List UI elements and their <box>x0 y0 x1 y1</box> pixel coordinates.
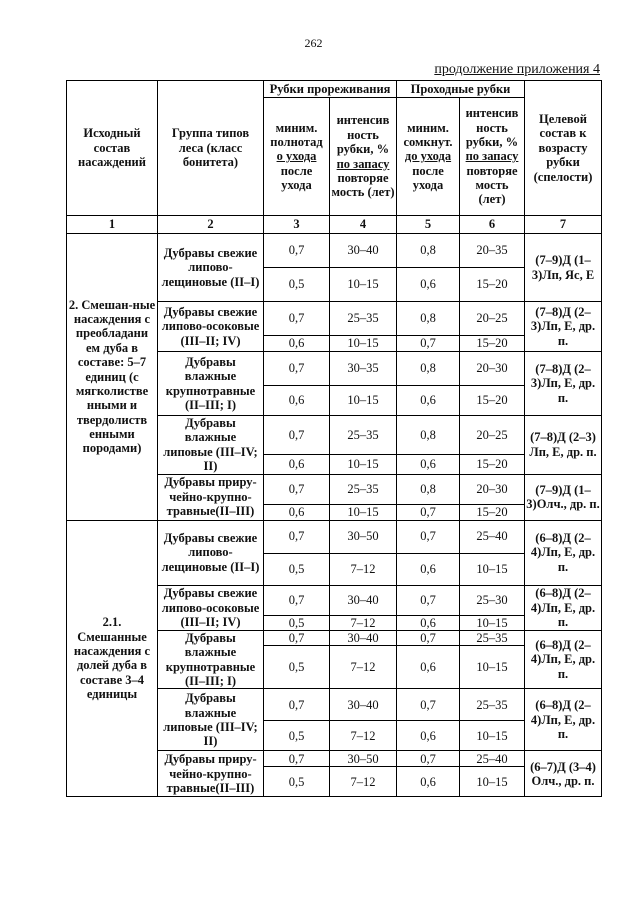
header-group-passage: Проходные рубки <box>397 81 525 98</box>
value-cell: 30–40 <box>330 234 397 268</box>
value-cell: 0,6 <box>397 386 460 416</box>
value-cell: 0,8 <box>397 302 460 336</box>
target-composition-cell: (7–8)Д (2–3)Лп, Е, др. п. <box>525 352 602 416</box>
col-number: 7 <box>525 216 602 234</box>
value-cell: 10–15 <box>460 553 525 585</box>
header-intensity-thinning-l1: интенсив ность рубки, % <box>336 113 390 157</box>
value-cell: 10–15 <box>460 767 525 797</box>
table-body <box>67 234 602 797</box>
value-cell: 0,7 <box>397 689 460 721</box>
page-number: 262 <box>304 36 323 50</box>
value-cell: 0,6 <box>264 454 330 474</box>
value-cell: 25–30 <box>460 585 525 615</box>
value-cell: 0,7 <box>264 585 330 615</box>
value-cell: 0,7 <box>397 504 460 520</box>
forest-type-cell: Дубравы свежие липово-осоковые (III–II; IV) <box>158 302 264 352</box>
header-group-thinning: Рубки прореживания <box>264 81 397 98</box>
header-min-density-l1: миним. полнотад <box>270 120 323 149</box>
value-cell: 20–30 <box>460 474 525 504</box>
value-cell: 0,5 <box>264 553 330 585</box>
forest-type-cell: Дубравы свежие липово-осоковые (III–II; IV) <box>158 585 264 630</box>
forest-type-cell: Дубравы влажные липовые (III–IV; II) <box>158 416 264 475</box>
value-cell: 25–40 <box>460 751 525 767</box>
value-cell: 25–35 <box>330 474 397 504</box>
value-cell: 15–20 <box>460 268 525 302</box>
target-composition-cell: (7–9)Д (1–3)Лп, Яс, Е <box>525 234 602 302</box>
value-cell: 10–15 <box>330 454 397 474</box>
value-cell: 30–50 <box>330 751 397 767</box>
table-row <box>67 234 602 268</box>
value-cell: 0,5 <box>264 615 330 630</box>
col-number: 5 <box>397 216 460 234</box>
value-cell: 0,7 <box>264 689 330 721</box>
value-cell: 0,8 <box>397 352 460 386</box>
value-cell: 0,7 <box>264 416 330 455</box>
value-cell: 0,7 <box>264 302 330 336</box>
value-cell: 0,7 <box>397 520 460 553</box>
value-cell: 0,6 <box>397 553 460 585</box>
value-cell: 10–15 <box>330 386 397 416</box>
value-cell: 0,7 <box>264 751 330 767</box>
value-cell: 10–15 <box>460 646 525 689</box>
header-intensity-thinning-l3: повторяе мость (лет) <box>331 170 395 200</box>
value-cell: 0,7 <box>264 474 330 504</box>
header-intensity-passage-l2: по запасу <box>465 149 519 164</box>
header-min-density-l3: после ухода <box>280 163 313 193</box>
value-cell: 30–35 <box>330 352 397 386</box>
value-cell: 7–12 <box>330 646 397 689</box>
header-intensity-thinning-l2: по запасу <box>336 156 390 171</box>
value-cell: 10–15 <box>330 504 397 520</box>
header-forest-type: Группа типов леса (класс бонитета) <box>158 81 264 216</box>
forest-type-cell: Дубравы влажные липовые (III–IV; II) <box>158 689 264 751</box>
value-cell: 0,6 <box>264 336 330 352</box>
value-cell: 0,5 <box>264 767 330 797</box>
composition-cell: 2.1. Смешанные насаждения с долей дуба в составе 3–4 единицы <box>67 520 158 797</box>
composition-cell: 2. Смешан-ные насаждения с преобладани ем дуба в составе: 5–7 единиц (с мягколистве нными и твердолиств енными породами) <box>67 234 158 521</box>
value-cell: 0,7 <box>397 630 460 645</box>
value-cell: 10–15 <box>330 336 397 352</box>
value-cell: 0,6 <box>264 386 330 416</box>
table-row <box>67 520 602 553</box>
col-number: 6 <box>460 216 525 234</box>
value-cell: 10–15 <box>460 615 525 630</box>
header-min-closure-l1: миним. сомкнут. <box>403 120 453 149</box>
col-number: 4 <box>330 216 397 234</box>
header-intensity-passage <box>460 98 525 216</box>
header-min-closure <box>397 98 460 216</box>
value-cell: 10–15 <box>460 721 525 751</box>
value-cell: 30–50 <box>330 520 397 553</box>
target-composition-cell: (6–8)Д (2–4)Лп, Е, др. п. <box>525 520 602 585</box>
value-cell: 15–20 <box>460 504 525 520</box>
forest-type-cell: Дубравы приру-чейно-крупно-травные(II–III) <box>158 474 264 520</box>
value-cell: 0,7 <box>264 630 330 645</box>
value-cell: 15–20 <box>460 454 525 474</box>
continuation-label: продолжение приложения 4 <box>434 62 600 77</box>
target-composition-cell: (6–8)Д (2–4)Лп, Е, др. п. <box>525 585 602 630</box>
value-cell: 20–25 <box>460 416 525 455</box>
value-cell: 15–20 <box>460 386 525 416</box>
target-composition-cell: (6–8)Д (2–4)Лп, Е, др. п. <box>525 630 602 689</box>
forest-type-cell: Дубравы влажные крупнотравные (II–III; I) <box>158 630 264 689</box>
header-intensity-passage-l1: интенсив ность рубки, % <box>465 106 519 149</box>
value-cell: 25–40 <box>460 520 525 553</box>
value-cell: 7–12 <box>330 615 397 630</box>
value-cell: 0,7 <box>397 585 460 615</box>
value-cell: 30–40 <box>330 630 397 645</box>
value-cell: 10–15 <box>330 268 397 302</box>
target-composition-cell: (7–8)Д (2–3)Лп, Е, др. п. <box>525 302 602 352</box>
value-cell: 0,7 <box>397 336 460 352</box>
value-cell: 0,6 <box>397 454 460 474</box>
value-cell: 0,7 <box>397 751 460 767</box>
value-cell: 0,6 <box>397 646 460 689</box>
header-intensity-passage-l3: повторяе мость (лет) <box>466 163 518 207</box>
value-cell: 25–35 <box>330 416 397 455</box>
value-cell: 0,8 <box>397 416 460 455</box>
target-composition-cell: (6–8)Д (2–4)Лп, Е, др. п. <box>525 689 602 751</box>
target-composition-cell: (7–9)Д (1–3)Олч., др. п. <box>525 474 602 520</box>
target-composition-cell: (7–8)Д (2–3) Лп, Е, др. п. <box>525 416 602 475</box>
value-cell: 25–35 <box>460 689 525 721</box>
value-cell: 0,6 <box>397 615 460 630</box>
forest-type-cell: Дубравы влажные крупнотравные (II–III; I) <box>158 352 264 416</box>
forest-type-cell: Дубравы свежие липово-лещиновые (II–I) <box>158 234 264 302</box>
value-cell: 25–35 <box>460 630 525 645</box>
value-cell: 20–35 <box>460 234 525 268</box>
value-cell: 0,7 <box>264 520 330 553</box>
value-cell: 15–20 <box>460 336 525 352</box>
target-composition-cell: (6–7)Д (3–4) Олч., др. п. <box>525 751 602 797</box>
header-min-closure-l2: до ухода <box>404 149 452 164</box>
value-cell: 20–25 <box>460 302 525 336</box>
value-cell: 20–30 <box>460 352 525 386</box>
header-intensity-thinning <box>330 98 397 216</box>
header-min-density-l2: о ухода <box>276 149 317 164</box>
value-cell: 0,8 <box>397 474 460 504</box>
value-cell: 0,6 <box>397 767 460 797</box>
value-cell: 30–40 <box>330 689 397 721</box>
value-cell: 7–12 <box>330 767 397 797</box>
col-number: 1 <box>67 216 158 234</box>
col-number: 2 <box>158 216 264 234</box>
value-cell: 25–35 <box>330 302 397 336</box>
value-cell: 0,7 <box>264 352 330 386</box>
value-cell: 0,5 <box>264 268 330 302</box>
value-cell: 0,6 <box>397 268 460 302</box>
value-cell: 0,6 <box>397 721 460 751</box>
header-min-closure-l3: после ухода <box>412 163 444 193</box>
value-cell: 0,7 <box>264 234 330 268</box>
header-composition: Исходный состав насаждений <box>67 81 158 216</box>
value-cell: 0,6 <box>264 504 330 520</box>
value-cell: 7–12 <box>330 553 397 585</box>
value-cell: 0,5 <box>264 646 330 689</box>
col-number: 3 <box>264 216 330 234</box>
value-cell: 7–12 <box>330 721 397 751</box>
forest-type-cell: Дубравы свежие липово-лещиновые (II–I) <box>158 520 264 585</box>
forest-type-cell: Дубравы приру-чейно-крупно-травные(II–III) <box>158 751 264 797</box>
header-min-density <box>264 98 330 216</box>
value-cell: 30–40 <box>330 585 397 615</box>
header-target-composition: Целевой состав к возрасту рубки (спелости) <box>525 81 602 216</box>
value-cell: 0,8 <box>397 234 460 268</box>
value-cell: 0,5 <box>264 721 330 751</box>
forest-thinning-table <box>66 80 602 797</box>
